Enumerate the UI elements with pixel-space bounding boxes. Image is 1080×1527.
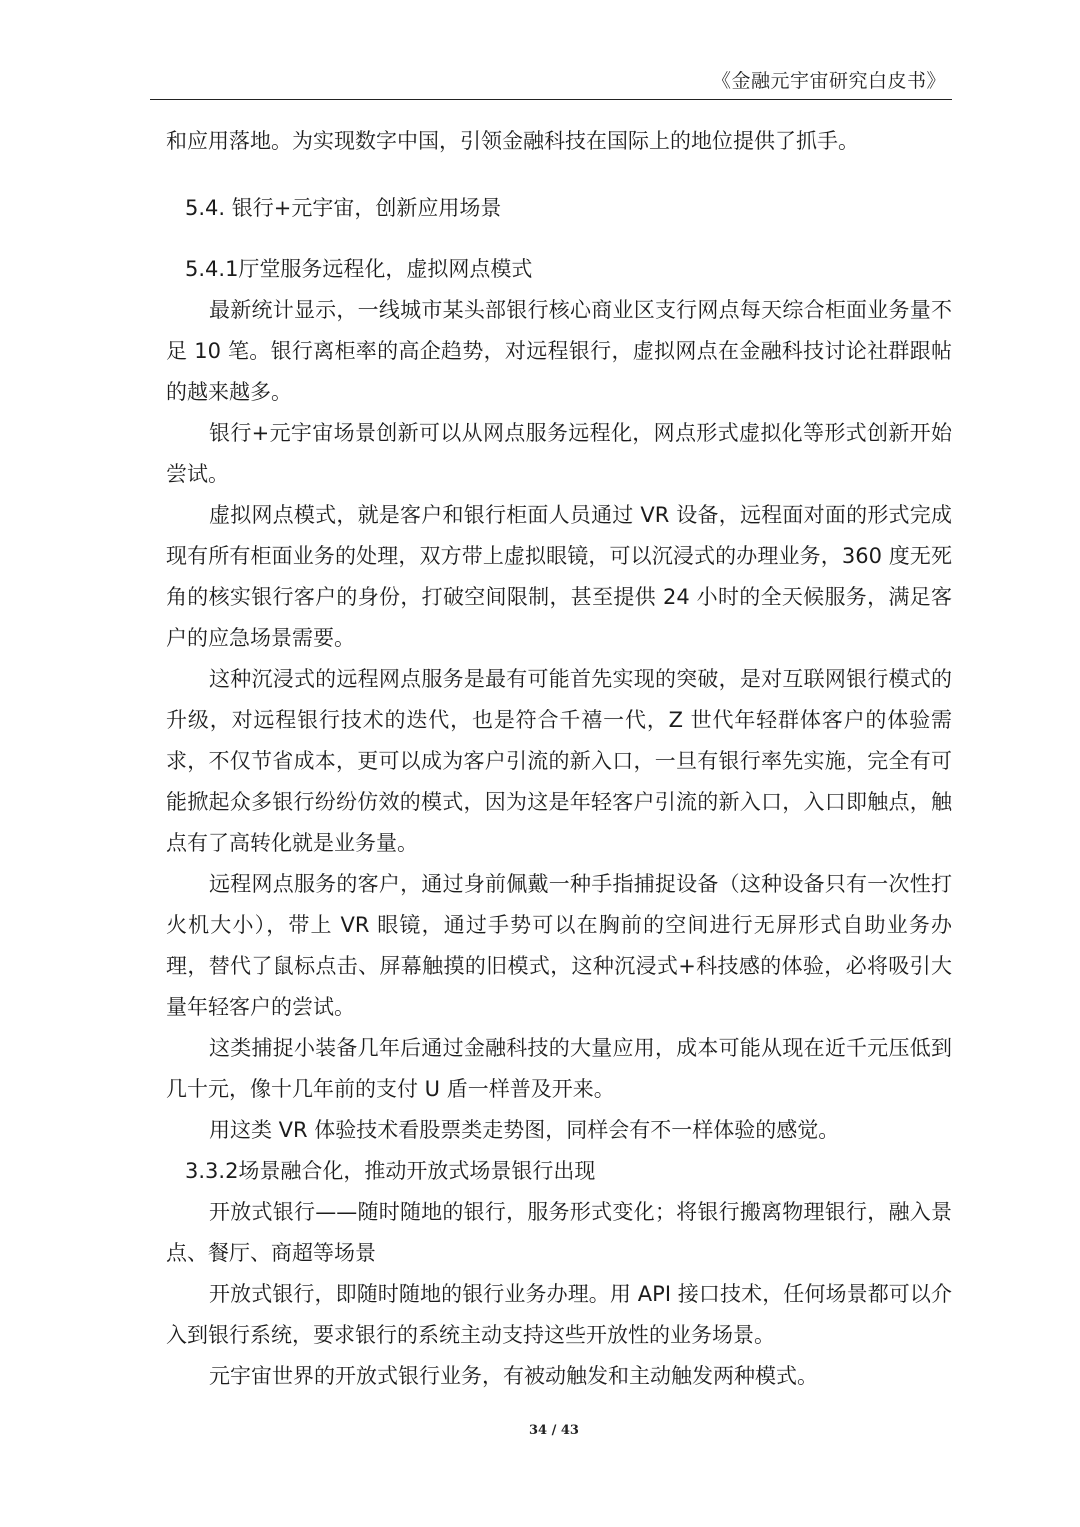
paragraph: 最新统计显示，一线城市某头部银行核心商业区支行网点每天综合柜面业务量不足 10 笔。银行离柜率的高企趋势，对远程银行，虚拟网点在金融科技讨论社群跟帖的越来越多。	[166, 298, 952, 404]
section-heading-5-4: 5.4. 银行+元宇宙，创新应用场景	[185, 196, 502, 220]
subsection-heading-3-3-2: 3.3.2场景融合化，推动开放式场景银行出现	[185, 1159, 596, 1183]
paragraph: 用这类 VR 体验技术看股票类走势图，同样会有不一样体验的感觉。	[209, 1118, 840, 1142]
paragraph: 虚拟网点模式，就是客户和银行柜面人员通过 VR 设备，远程面对面的形式完成现有所有柜面业务的处理，双方带上虚拟眼镜，可以沉浸式的办理业务，360 度无死角的核实银行客户的身份，打破空间限制，甚至提供 24 小时的全天候服务，满足客户的应急场景需要。	[166, 503, 952, 650]
page-number: 34 / 43	[529, 1423, 579, 1438]
paragraph: 开放式银行，即随时随地的银行业务办理。用 API 接口技术，任何场景都可以介入到银行系统，要求银行的系统主动支持这些开放性的业务场景。	[166, 1282, 952, 1347]
running-header-title: 《金融元宇宙研究白皮书》	[711, 70, 946, 92]
paragraph: 这种沉浸式的远程网点服务是最有可能首先实现的突破，是对互联网银行模式的升级，对远程银行技术的迭代，也是符合千禧一代，Z 世代年轻群体客户的体验需求，不仅节省成本，更可以成为客户引流的新入口，一旦有银行率先实施，完全有可能掀起众多银行纷纷仿效的模式，因为这是年轻客户引流的新入口，入口即触点，触点有了高转化就是业务量。	[166, 667, 952, 855]
paragraph: 这类捕捉小装备几年后通过金融科技的大量应用，成本可能从现在近千元压低到几十元，像十几年前的支付 U 盾一样普及开来。	[166, 1036, 952, 1101]
paragraph: 远程网点服务的客户，通过身前佩戴一种手指捕捉设备（这种设备只有一次性打火机大小），带上 VR 眼镜，通过手势可以在胸前的空间进行无屏形式自助业务办理，替代了鼠标点击、屏幕触摸的旧模式，这种沉浸式+科技感的体验，必将吸引大量年轻客户的尝试。	[166, 872, 952, 1019]
subsection-heading-5-4-1: 5.4.1厅堂服务远程化，虚拟网点模式	[185, 257, 533, 281]
page-body	[166, 121, 952, 1397]
paragraph: 银行+元宇宙场景创新可以从网点服务远程化，网点形式虚拟化等形式创新开始尝试。	[166, 421, 952, 486]
paragraph: 开放式银行——随时随地的银行，服务形式变化；将银行搬离物理银行，融入景点、餐厅、商超等场景	[166, 1200, 952, 1265]
header-divider	[150, 99, 952, 100]
paragraph-continuation: 和应用落地。为实现数字中国，引领金融科技在国际上的地位提供了抓手。	[166, 129, 859, 153]
paragraph: 元宇宙世界的开放式银行业务，有被动触发和主动触发两种模式。	[209, 1364, 818, 1388]
